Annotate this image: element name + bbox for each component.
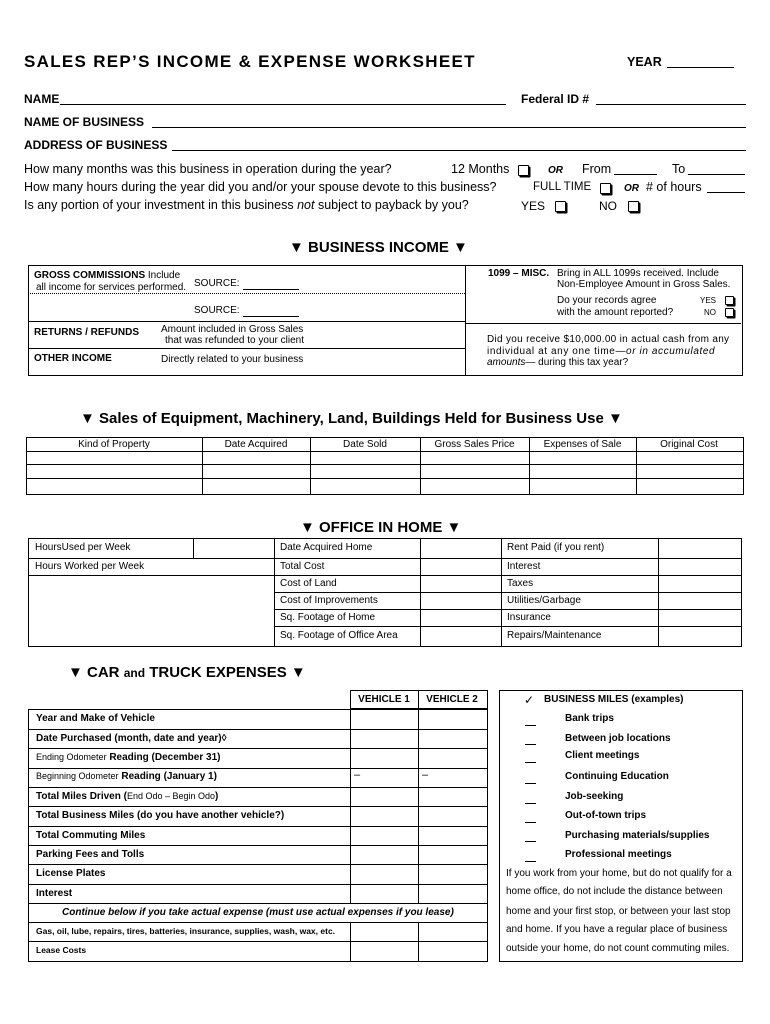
gross-commissions-desc: all income for services performed.: [36, 282, 187, 293]
from-label: From: [582, 162, 612, 176]
col-date-acquired: Date Acquired: [224, 439, 288, 450]
rent-paid-label: Rent Paid (if you rent): [507, 542, 605, 553]
row-beginning-odometer: Beginning Odometer Reading (January 1): [36, 771, 217, 782]
bm-blank-3[interactable]: [525, 762, 536, 763]
bm-blank-8[interactable]: [525, 861, 536, 862]
col-date-sold: Date Sold: [343, 439, 387, 450]
row-parking-tolls: Parking Fees and Tolls: [36, 849, 145, 860]
row-total-miles: Total Miles Driven (End Odo – Begin Odo): [36, 791, 219, 802]
misc-1099-label: 1099 – MISC.: [488, 268, 550, 279]
row-date-purchased: Date Purchased (month, date and year)◊: [36, 733, 227, 744]
bm-note-1: If you work from your home, but do not qualify for a: [506, 868, 732, 879]
or-label-2: OR: [624, 183, 639, 194]
row-gas-oil: Gas, oil, lube, repairs, tires, batteries, insurance, supplies, wash, wax, etc.: [36, 926, 336, 936]
total-cost-label: Total Cost: [280, 561, 325, 572]
row-commuting-miles: Total Commuting Miles: [36, 830, 146, 841]
row-lease-costs: Lease Costs: [36, 945, 87, 955]
bm-blank-1[interactable]: [525, 725, 536, 726]
federal-id-field[interactable]: [596, 104, 746, 105]
dash-vehicle1: –: [354, 769, 361, 781]
gross-commissions-label: GROSS COMMISSIONS Include: [34, 270, 181, 281]
repairs-label: Repairs/Maintenance: [507, 630, 602, 641]
bm-note-3: home and your first stop, or between your last stop: [506, 906, 731, 917]
address-label: ADDRESS OF BUSINESS: [24, 138, 168, 152]
source-field-2[interactable]: [243, 316, 299, 317]
utilities-label: Utilities/Garbage: [507, 595, 581, 606]
year-field[interactable]: [667, 67, 734, 68]
bm-blank-7[interactable]: [525, 841, 536, 842]
sq-footage-office-label: Sq. Footage of Office Area: [280, 630, 398, 641]
source-label-2: SOURCE:: [194, 305, 240, 316]
row-license-plates: License Plates: [36, 868, 106, 879]
hours-used-label: HoursUsed per Week: [35, 542, 131, 553]
taxes-label: Taxes: [507, 578, 534, 589]
bm-blank-6[interactable]: [525, 822, 536, 823]
cash-q1: Did you receive $10,000.00 in actual cash from any: [487, 334, 730, 345]
vehicle1-label: VEHICLE 1: [358, 694, 410, 705]
hours-worked-label: Hours Worked per Week: [35, 561, 145, 572]
col-kind-of-property: Kind of Property: [78, 439, 150, 450]
full-time-label: FULL TIME: [533, 181, 592, 193]
vehicle2-label: VEHICLE 2: [426, 694, 478, 705]
sales-equipment-heading: ▼ Sales of Equipment, Machinery, Land, Buildings Held for Business Use ▼: [80, 410, 623, 427]
returns-desc-2: that was refunded to your client: [165, 335, 304, 346]
col-gross-sales-price: Gross Sales Price: [434, 439, 515, 450]
col-expenses-of-sale: Expenses of Sale: [543, 439, 622, 450]
other-income-label: OTHER INCOME: [34, 353, 112, 364]
source-label-1: SOURCE:: [194, 278, 240, 289]
payback-yes-checkbox[interactable]: [555, 201, 566, 212]
row-business-miles: Total Business Miles (do you have another vehicle?): [36, 810, 285, 821]
name-label: NAME: [24, 92, 60, 106]
payback-no-checkbox[interactable]: [628, 201, 639, 212]
num-hours-field[interactable]: [707, 192, 745, 193]
bm-blank-5[interactable]: [525, 803, 536, 804]
question-months: How many months was this business in operation during the year?: [24, 162, 392, 176]
date-acquired-home-label: Date Acquired Home: [280, 542, 373, 553]
bm-note-4: and home. If you have a regular place of business: [506, 924, 728, 935]
bm-professional-meetings: Professional meetings: [565, 849, 672, 860]
col-original-cost: Original Cost: [660, 439, 718, 450]
months-12-label: 12 Months: [451, 162, 510, 176]
row-interest: Interest: [36, 888, 73, 899]
bm-continuing-education: Continuing Education: [565, 771, 669, 782]
records-no-checkbox[interactable]: [725, 308, 734, 317]
yes-label: YES: [521, 199, 546, 213]
months-12-checkbox[interactable]: [518, 165, 529, 176]
row-year-make: Year and Make of Vehicle: [36, 713, 155, 724]
business-name-field[interactable]: [152, 127, 746, 128]
to-field[interactable]: [688, 174, 745, 175]
business-income-heading: ▼ BUSINESS INCOME ▼: [289, 239, 468, 256]
federal-id-label: Federal ID #: [521, 92, 590, 106]
bm-note-5: outside your home, do not count commuting miles.: [506, 943, 730, 954]
no-label: NO: [599, 199, 617, 213]
cash-q2: individual at any one time—or in accumulated: [487, 346, 716, 357]
bm-blank-4[interactable]: [525, 783, 536, 784]
cash-q3: amounts— during this tax year?: [487, 357, 629, 368]
or-label: OR: [548, 165, 563, 176]
records-q1: Do your records agree: [557, 295, 657, 306]
question-payback: Is any portion of your investment in this business not subject to payback by you?: [24, 198, 469, 212]
dash-vehicle2: –: [422, 769, 429, 781]
source-field-1[interactable]: [243, 289, 299, 290]
cost-of-land-label: Cost of Land: [280, 578, 337, 589]
returns-label: RETURNS / REFUNDS: [34, 327, 140, 338]
office-heading: ▼ OFFICE IN HOME ▼: [300, 519, 462, 536]
question-hours: How many hours during the year did you and/or your spouse devote to this business?: [24, 180, 497, 194]
misc-desc-1: Bring in ALL 1099s received. Include: [557, 268, 719, 279]
full-time-checkbox[interactable]: [600, 183, 611, 194]
num-hours-label: # of hours: [646, 180, 702, 194]
bm-job-seeking: Job-seeking: [565, 791, 624, 802]
bm-note-2: home office, do not include the distance between: [506, 886, 723, 897]
records-q2: with the amount reported?: [557, 307, 674, 318]
interest-label: Interest: [507, 561, 541, 572]
to-label: To: [672, 162, 686, 176]
cost-of-improvements-label: Cost of Improvements: [280, 595, 378, 606]
bm-bank-trips: Bank trips: [565, 713, 614, 724]
sq-footage-home-label: Sq. Footage of Home: [280, 612, 376, 623]
row-ending-odometer: Ending Odometer Reading (December 31): [36, 752, 221, 763]
bm-purchasing: Purchasing materials/supplies: [565, 830, 710, 841]
other-income-desc: Directly related to your business: [161, 354, 304, 365]
returns-desc-1: Amount included in Gross Sales: [161, 324, 304, 335]
misc-desc-2: Non-Employee Amount in Gross Sales.: [557, 279, 731, 290]
business-miles-heading: BUSINESS MILES (examples): [544, 694, 684, 705]
bm-client-meetings: Client meetings: [565, 750, 640, 761]
business-miles-box: [499, 690, 743, 962]
business-name-label: NAME OF BUSINESS: [24, 115, 145, 129]
bm-blank-2[interactable]: [525, 744, 536, 745]
address-field[interactable]: [172, 150, 746, 151]
bm-out-of-town: Out-of-town trips: [565, 810, 647, 821]
bm-between-jobs: Between job locations: [565, 733, 671, 744]
insurance-label: Insurance: [507, 612, 551, 623]
car-truck-heading: ▼ CAR and TRUCK EXPENSES ▼: [68, 664, 306, 681]
records-yes-checkbox[interactable]: [725, 296, 734, 305]
page-title: SALES REP’S INCOME & EXPENSE WORKSHEET: [24, 52, 476, 71]
check-icon: ✓: [524, 693, 535, 707]
from-field[interactable]: [614, 174, 657, 175]
row-continue-note: Continue below if you take actual expense (must use actual expenses if you lease): [62, 907, 454, 918]
name-field[interactable]: [60, 104, 506, 105]
records-no-label: NO: [704, 308, 716, 317]
year-label: YEAR: [627, 55, 662, 69]
records-yes-label: YES: [700, 296, 717, 305]
